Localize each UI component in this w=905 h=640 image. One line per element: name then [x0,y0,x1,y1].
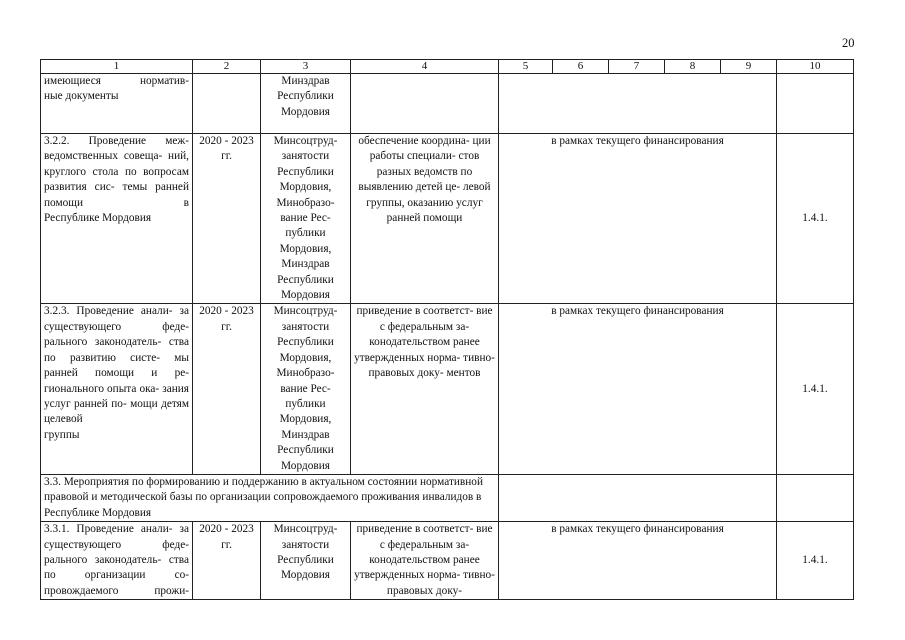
column-number: 3 [261,60,351,74]
financing-cell: в рамках текущего финансирования [499,134,777,304]
activities-table [40,59,854,600]
page-number: 20 [842,36,855,50]
result-cell: приведение в соответст- вие с федеральным за- конодательством ранее утвержденных норма- тивно-правовых доку- [351,522,499,600]
table-row [41,522,854,600]
activity-cell [41,74,193,134]
section-heading: 3.3. Мероприятия по формированию и поддержанию в актуальном состоянии нормативной правовой и методической базы по организации сопровождаемого проживания инвалидов в Республике Мордовия [41,474,499,521]
table-row [41,134,854,304]
column-number: 10 [777,60,854,74]
activity-text: 3.2.2. Проведение меж- ведомственных совеща- ний, круглого стола по вопросам развития сис- темы ранней помощи в [44,135,189,209]
period-cell: 2020 - 2023 гг. [193,304,261,474]
column-number: 6 [553,60,609,74]
indicator-cell: 1.4.1. [777,134,854,304]
column-number: 9 [721,60,777,74]
column-number: 4 [351,60,499,74]
activity-text: 3.2.3. Проведение анали- за существующего феде- рального законодатель- ства по развитию систе- мы ранней помощи и ре- гионального опыта ока- зания услуг ранней по- мощи детям целевой [44,305,189,426]
column-number: 1 [41,60,193,74]
result-cell: обеспечение координа- ции работы специали- стов разных ведомств по выявлению детей це- левой группы, оказанию услуг ранней помощи [351,134,499,304]
continuation-row [41,74,854,134]
indicator-cell: 1.4.1. [777,522,854,600]
activity-text: имеющиеся норматив- [44,75,189,87]
activity-cell [41,304,193,474]
executors-cell: Минздрав Республики Мордовия [261,74,351,134]
financing-cell: в рамках текущего финансирования [499,522,777,600]
table-row [41,304,854,474]
activity-text-end: Республике Мордовия [44,212,152,225]
result-cell [351,74,499,134]
indicator-cell: 1.4.1. [777,304,854,474]
activity-cell [41,134,193,304]
column-number-row [41,60,854,74]
column-number: 8 [665,60,721,74]
executors-cell: Минсоцтруд- занятости Республики Мордовия [261,522,351,600]
section-empty-cell [777,474,854,521]
column-number: 2 [193,60,261,74]
section-row [41,474,854,521]
period-cell [193,74,261,134]
activity-text-end: ные документы [44,90,119,103]
section-empty-cell [499,474,777,521]
executors-cell: Минсоцтруд- занятости Республики Мордовия, Минобразо- вание Рес- публики Мордовия, Минздрав Республики Мордовия [261,304,351,474]
indicator-cell [777,74,854,134]
period-cell: 2020 - 2023 гг. [193,522,261,600]
financing-cell [499,74,777,134]
executors-cell: Минсоцтруд- занятости Республики Мордовия, Минобразо- вание Рес- публики Мордовия, Минздрав Республики Мордовия [261,134,351,304]
result-cell: приведение в соответст- вие с федеральным за- конодательством ранее утвержденных норма- тивно-правовых доку- ментов [351,304,499,474]
period-cell: 2020 - 2023 гг. [193,134,261,304]
financing-cell: в рамках текущего финансирования [499,304,777,474]
column-number: 5 [499,60,553,74]
activity-text-end: группы [44,428,80,441]
activity-cell: 3.3.1. Проведение анали- за существующего феде- рального законодатель- ства по организации со- провождаемого прожи- [41,522,193,600]
column-number: 7 [609,60,665,74]
